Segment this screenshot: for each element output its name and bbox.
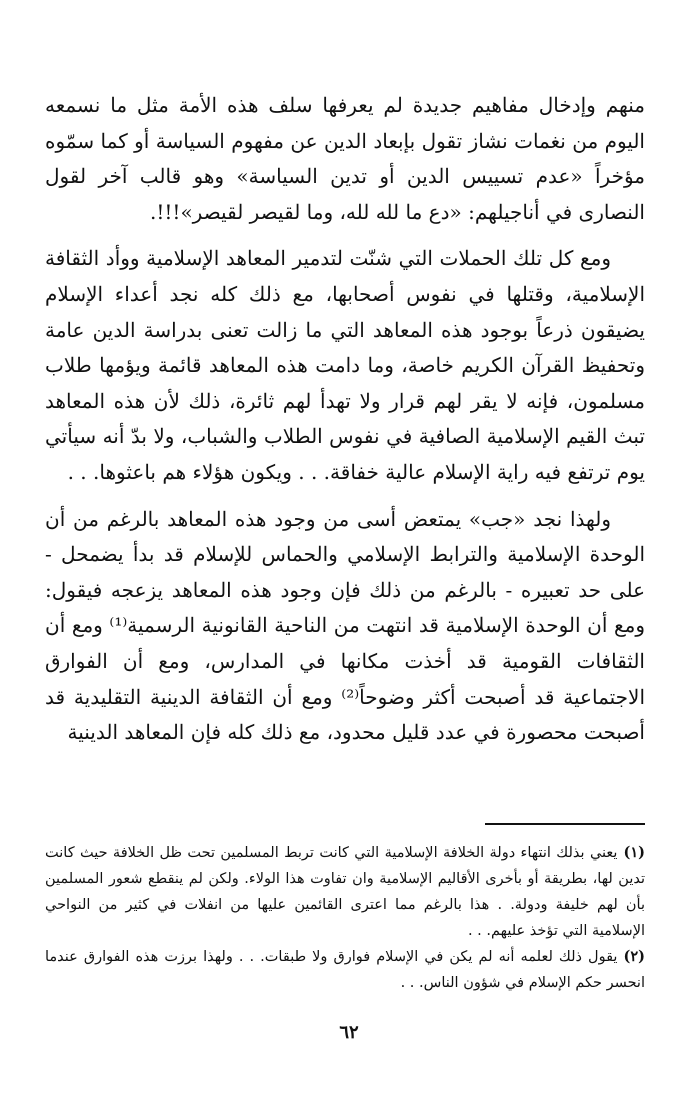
paragraph-1: منهم وإدخال مفاهيم جديدة لم يعرفها سلف هذه الأمة مثل ما نسمعه اليوم من نغمات نشاز تقول بإبعاد الدين عن مفهوم السياسة أو كما سمّوه مؤخراً «عدم تسييس الدين أو تدين السياسة» وهو قالب آخر لقول النصارى في أناجيلهم: «دع ما لله لله، وما لقيصر لقيصر»!!!.: [45, 93, 645, 224]
page-number: ٦٢: [339, 1022, 359, 1043]
footnote-text: يعني بذلك انتهاء دولة الخلافة الإسلامية التي كانت تربط المسلمين تحت ظل الخلافة حيث كانت تدين لها، بطريقة أو بأخرى الأقاليم الإسلامية وان تفاوت هذا الولاء. ولكن لم ينقطع شعور المسلمين بأن لهم خليفة ودولة. . هذا بالرغم مما اعترى القائمين عليها من انفلات في كثير من النواحي الإسلامية التي تؤخذ عليهم. . .: [45, 845, 645, 939]
footnotes: [45, 840, 645, 996]
footnote-1: [45, 840, 645, 944]
footnote-number: (٢): [623, 948, 645, 965]
footnote-2: [45, 944, 645, 996]
footnote-number: (١): [623, 844, 645, 861]
paragraph-3: ولهذا نجد «جب» يمتعض أسى من وجود هذه المعاهد بالرغم من أن الوحدة الإسلامية والترابط الإسلامي والحماس للإسلام قد بدأ يضمحل - على حد تعبيره - بالرغم من ذلك فإن وجود هذه المعاهد يزعجه فيقول: ومع أن الوحدة الإسلامية قد انتهت من الناحية القانونية الرسمية⁽¹⁾ ومع أن الثقافات القومية قد أخذت مكانها في المدارس، ومع أن الفوارق الاجتماعية قد أصبحت أكثر وضوحاً⁽²⁾ ومع أن الثقافة الدينية التقليدية قد أصبحت محصورة في عدد قليل محدود، مع ذلك كله فإن المعاهد الدينية: [45, 506, 645, 745]
paragraph-2: ومع كل تلك الحملات التي شنّت لتدمير المعاهد الإسلامية ووأد الثقافة الإسلامية، وقتلها في نفوس أصحابها، مع ذلك كله نجد أعداء الإسلام يضيقون ذرعاً بوجود هذه المعاهد التي ما زالت تعنى بدراسة الدين عامة وتحفيظ القرآن الكريم خاصة، وما دامت هذه المعاهد قائمة ويؤمها طلاب مسلمون، فإنه لا يقر لهم قرار ولا تهدأ لهم ثائرة، ذلك لأن هذه المعاهد تبث القيم الإسلامية الصافية في نفوس الطلاب والشباب، ولا بدّ أنه سيأتي يوم ترتفع فيه راية الإسلام عالية خفاقة. . . ويكون هؤلاء هم باعثوها. . .: [45, 246, 645, 484]
footnote-text: يقول ذلك لعلمه أنه لم يكن في الإسلام فوارق ولا طبقات. . . ولهذا برزت هذه الفوارق عندما انحسر حكم الإسلام في شؤون الناس. . .: [45, 949, 645, 991]
main-text: [45, 88, 645, 762]
footnote-separator: [485, 823, 645, 825]
